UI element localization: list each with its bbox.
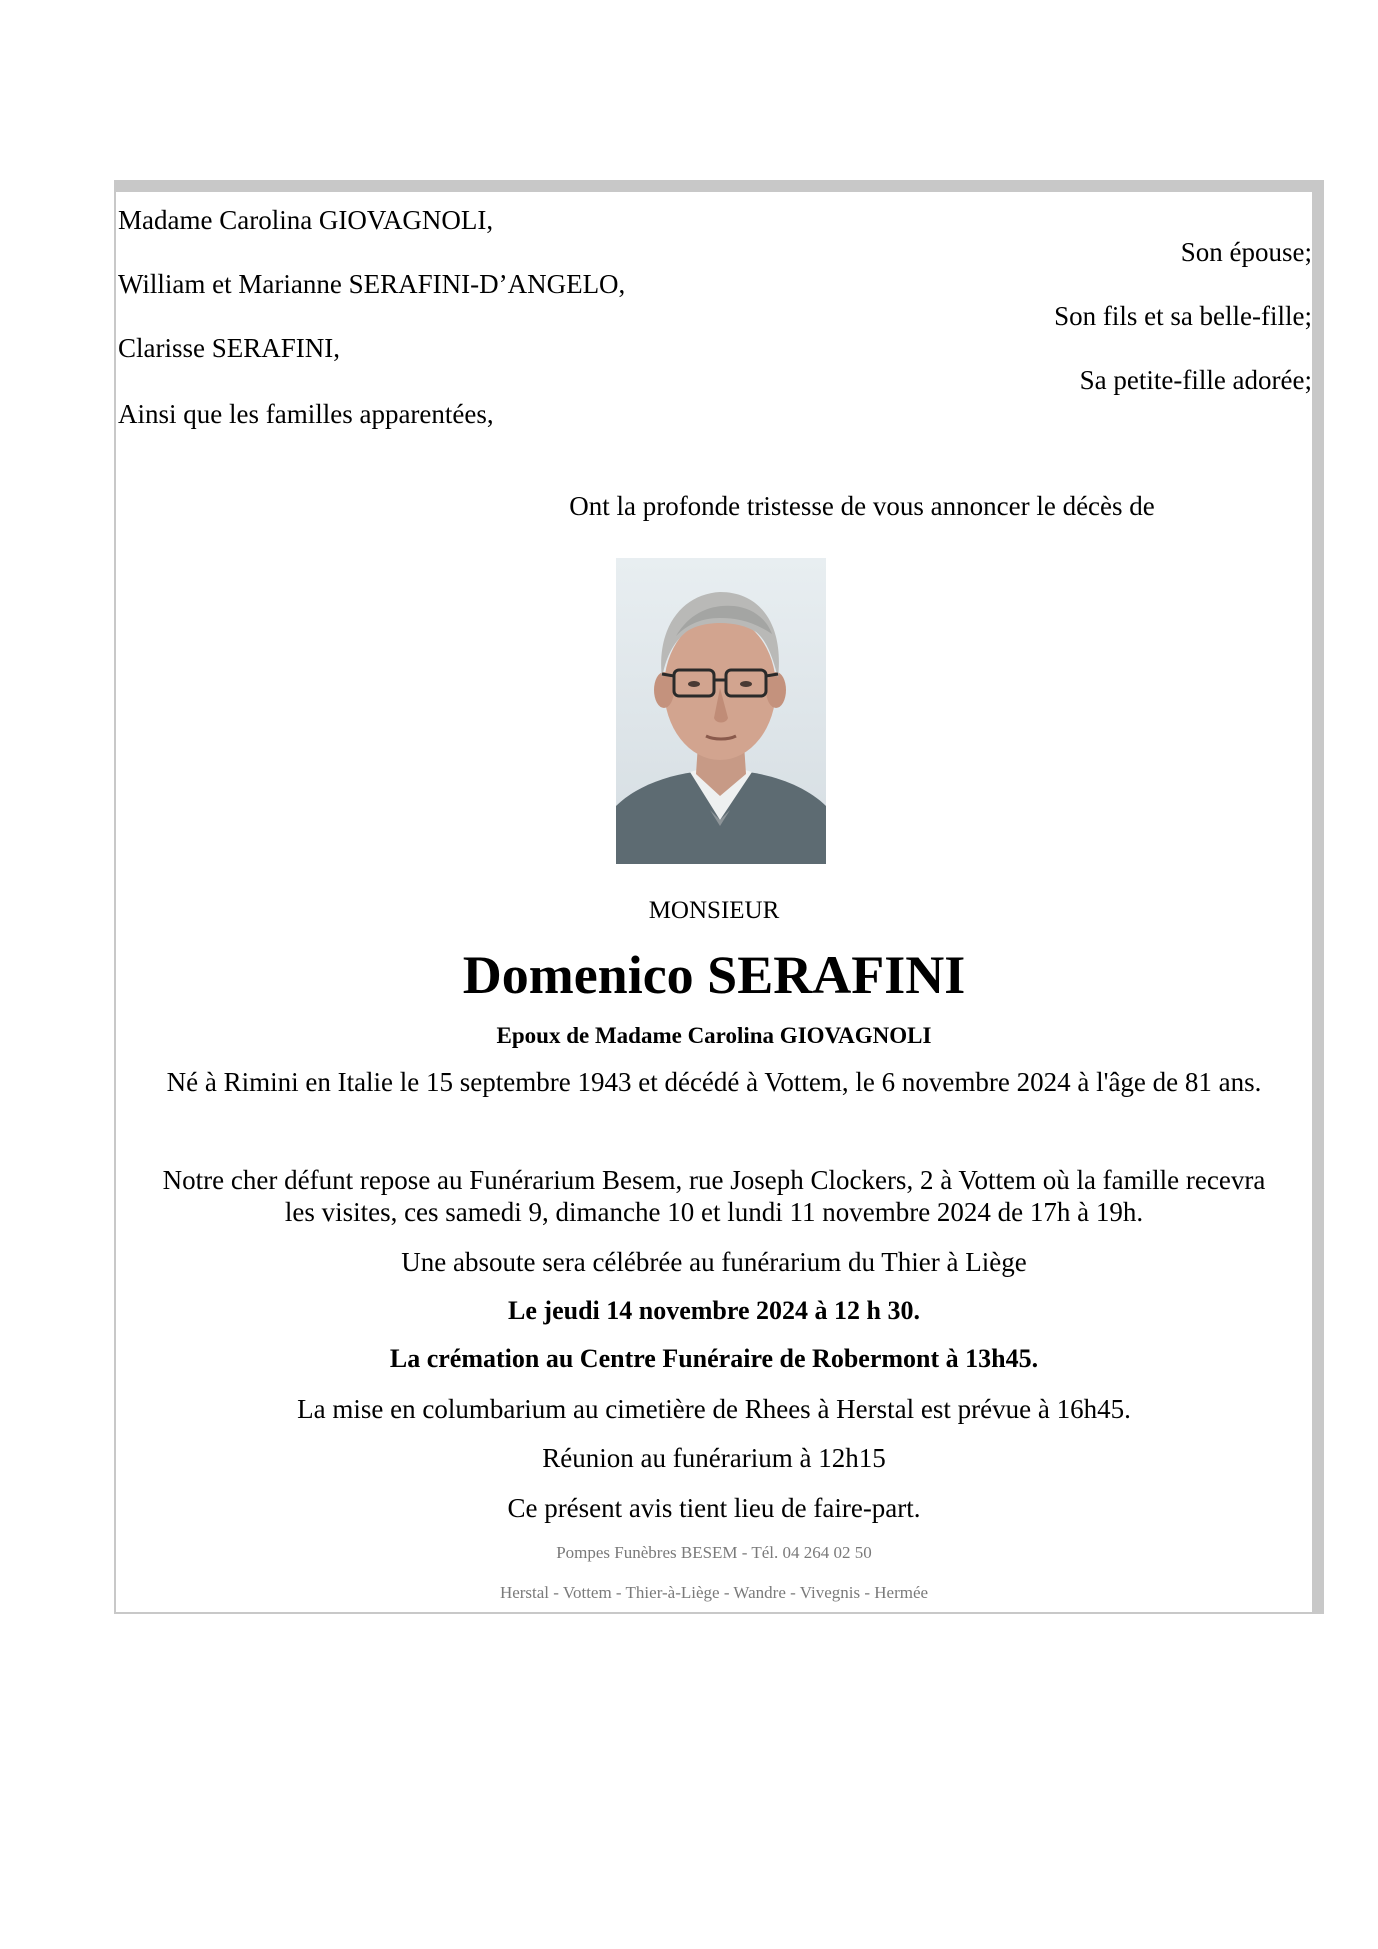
columbarium-line: La mise en columbarium au cimetière de Rhees à Herstal est prévue à 16h45. — [297, 1394, 1131, 1424]
faire-part-line: Ce présent avis tient lieu de faire-part. — [507, 1493, 921, 1523]
family-member-name: William et Marianne SERAFINI-D’ANGELO, — [118, 269, 626, 299]
ceremony-date: Le jeudi 14 novembre 2024 à 12 h 30. — [508, 1296, 920, 1325]
deceased-portrait-photo — [616, 558, 826, 864]
deceased-name: Domenico SERAFINI — [462, 945, 966, 1005]
death-notice-content — [116, 192, 1312, 1612]
deceased-honorific: MONSIEUR — [648, 897, 780, 924]
death-notice — [114, 180, 1324, 1614]
absoute-line: Une absoute sera célébrée au funérarium du Thier à Liège — [401, 1247, 1027, 1277]
visiting-hours-line: les visites, ces samedi 9, dimanche 10 et lundi 11 novembre 2024 de 17h à 19h. — [284, 1197, 1144, 1227]
family-member-relation: Sa petite-fille adorée; — [1079, 365, 1312, 395]
family-member-relation: Son fils et sa belle-fille; — [1054, 301, 1312, 331]
cremation-line: La crémation au Centre Funéraire de Robermont à 13h45. — [389, 1344, 1039, 1373]
funeral-home-contact: Pompes Funèbres BESEM - Tél. 04 264 02 50 — [556, 1543, 872, 1562]
family-member-relation: Son épouse; — [1180, 237, 1312, 267]
funeral-home-locations: Herstal - Vottem - Thier-à-Liège - Wandre - Vivegnis - Hermée — [499, 1583, 929, 1602]
family-member-name: Clarisse SERAFINI, — [118, 333, 340, 363]
portrait-illustration — [616, 558, 826, 864]
birth-death-line: Né à Rimini en Italie le 15 septembre 1943 et décédé à Vottem, le 6 novembre 2024 à l'âge de 81 ans. — [166, 1067, 1262, 1097]
family-member-name: Ainsi que les familles apparentées, — [118, 399, 494, 429]
spouse-line: Epoux de Madame Carolina GIOVAGNOLI — [496, 1023, 932, 1048]
reunion-line: Réunion au funérarium à 12h15 — [542, 1443, 886, 1473]
announcement-text: Ont la profonde tristesse de vous annoncer le décès de — [569, 491, 1155, 521]
resting-place-line: Notre cher défunt repose au Funérarium Besem, rue Joseph Clockers, 2 à Vottem où la famille recevra — [162, 1165, 1266, 1195]
family-member-name: Madame Carolina GIOVAGNOLI, — [118, 205, 494, 235]
